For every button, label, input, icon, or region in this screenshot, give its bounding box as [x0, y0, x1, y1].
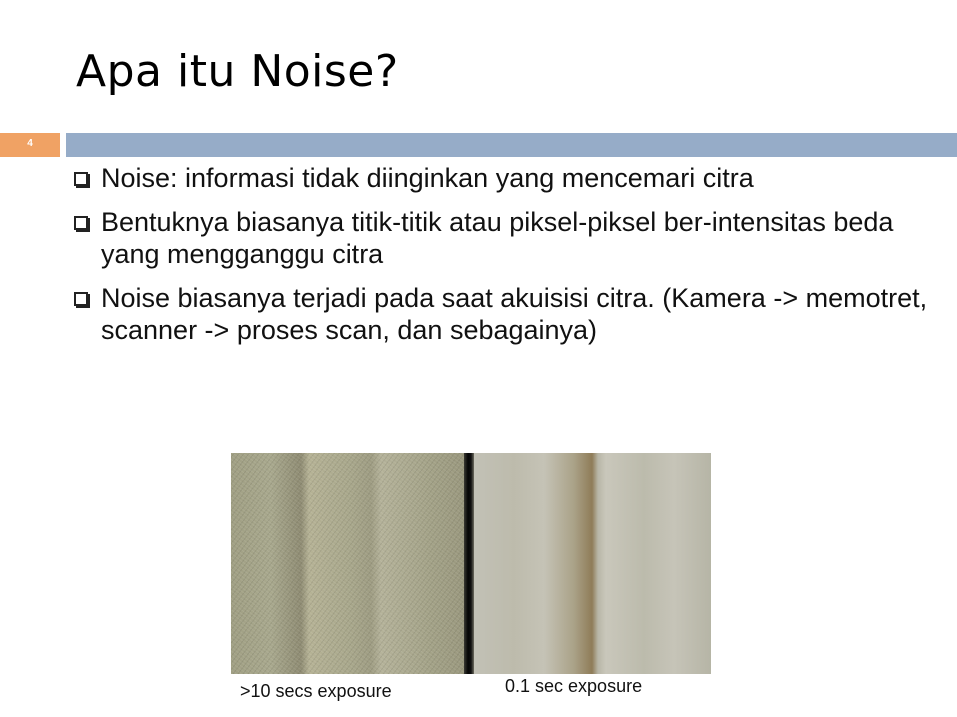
slide-number: 4 — [27, 138, 33, 149]
bullet-text: Noise biasanya terjadi pada saat akuisisi citra. (Kamera -> memotret, scanner -> proses scan, dan sebagainya) — [101, 283, 928, 345]
bullet-item — [72, 282, 952, 346]
slide-title: Apa itu Noise? — [76, 46, 399, 97]
checkbox-bullet-icon — [74, 172, 88, 186]
checkbox-bullet-icon — [74, 216, 88, 230]
short-exposure-caption: 0.1 sec exposure — [505, 676, 643, 696]
bullet-text: Noise: informasi tidak diinginkan yang mencemari citra — [101, 163, 754, 193]
noisy-exposure-image — [231, 453, 464, 674]
bullet-list — [72, 162, 952, 358]
header-bar — [66, 133, 957, 157]
bullet-text: Bentuknya biasanya titik-titik atau piksel-piksel ber-intensitas beda yang mengganggu citra — [101, 207, 894, 269]
noise-comparison-photo — [231, 453, 711, 674]
bullet-item — [72, 162, 952, 194]
long-exposure-caption: >10 secs exposure — [240, 681, 392, 701]
checkbox-bullet-icon — [74, 292, 88, 306]
photo-divider — [464, 453, 474, 674]
bullet-item — [72, 206, 952, 270]
clean-exposure-image — [474, 453, 711, 674]
